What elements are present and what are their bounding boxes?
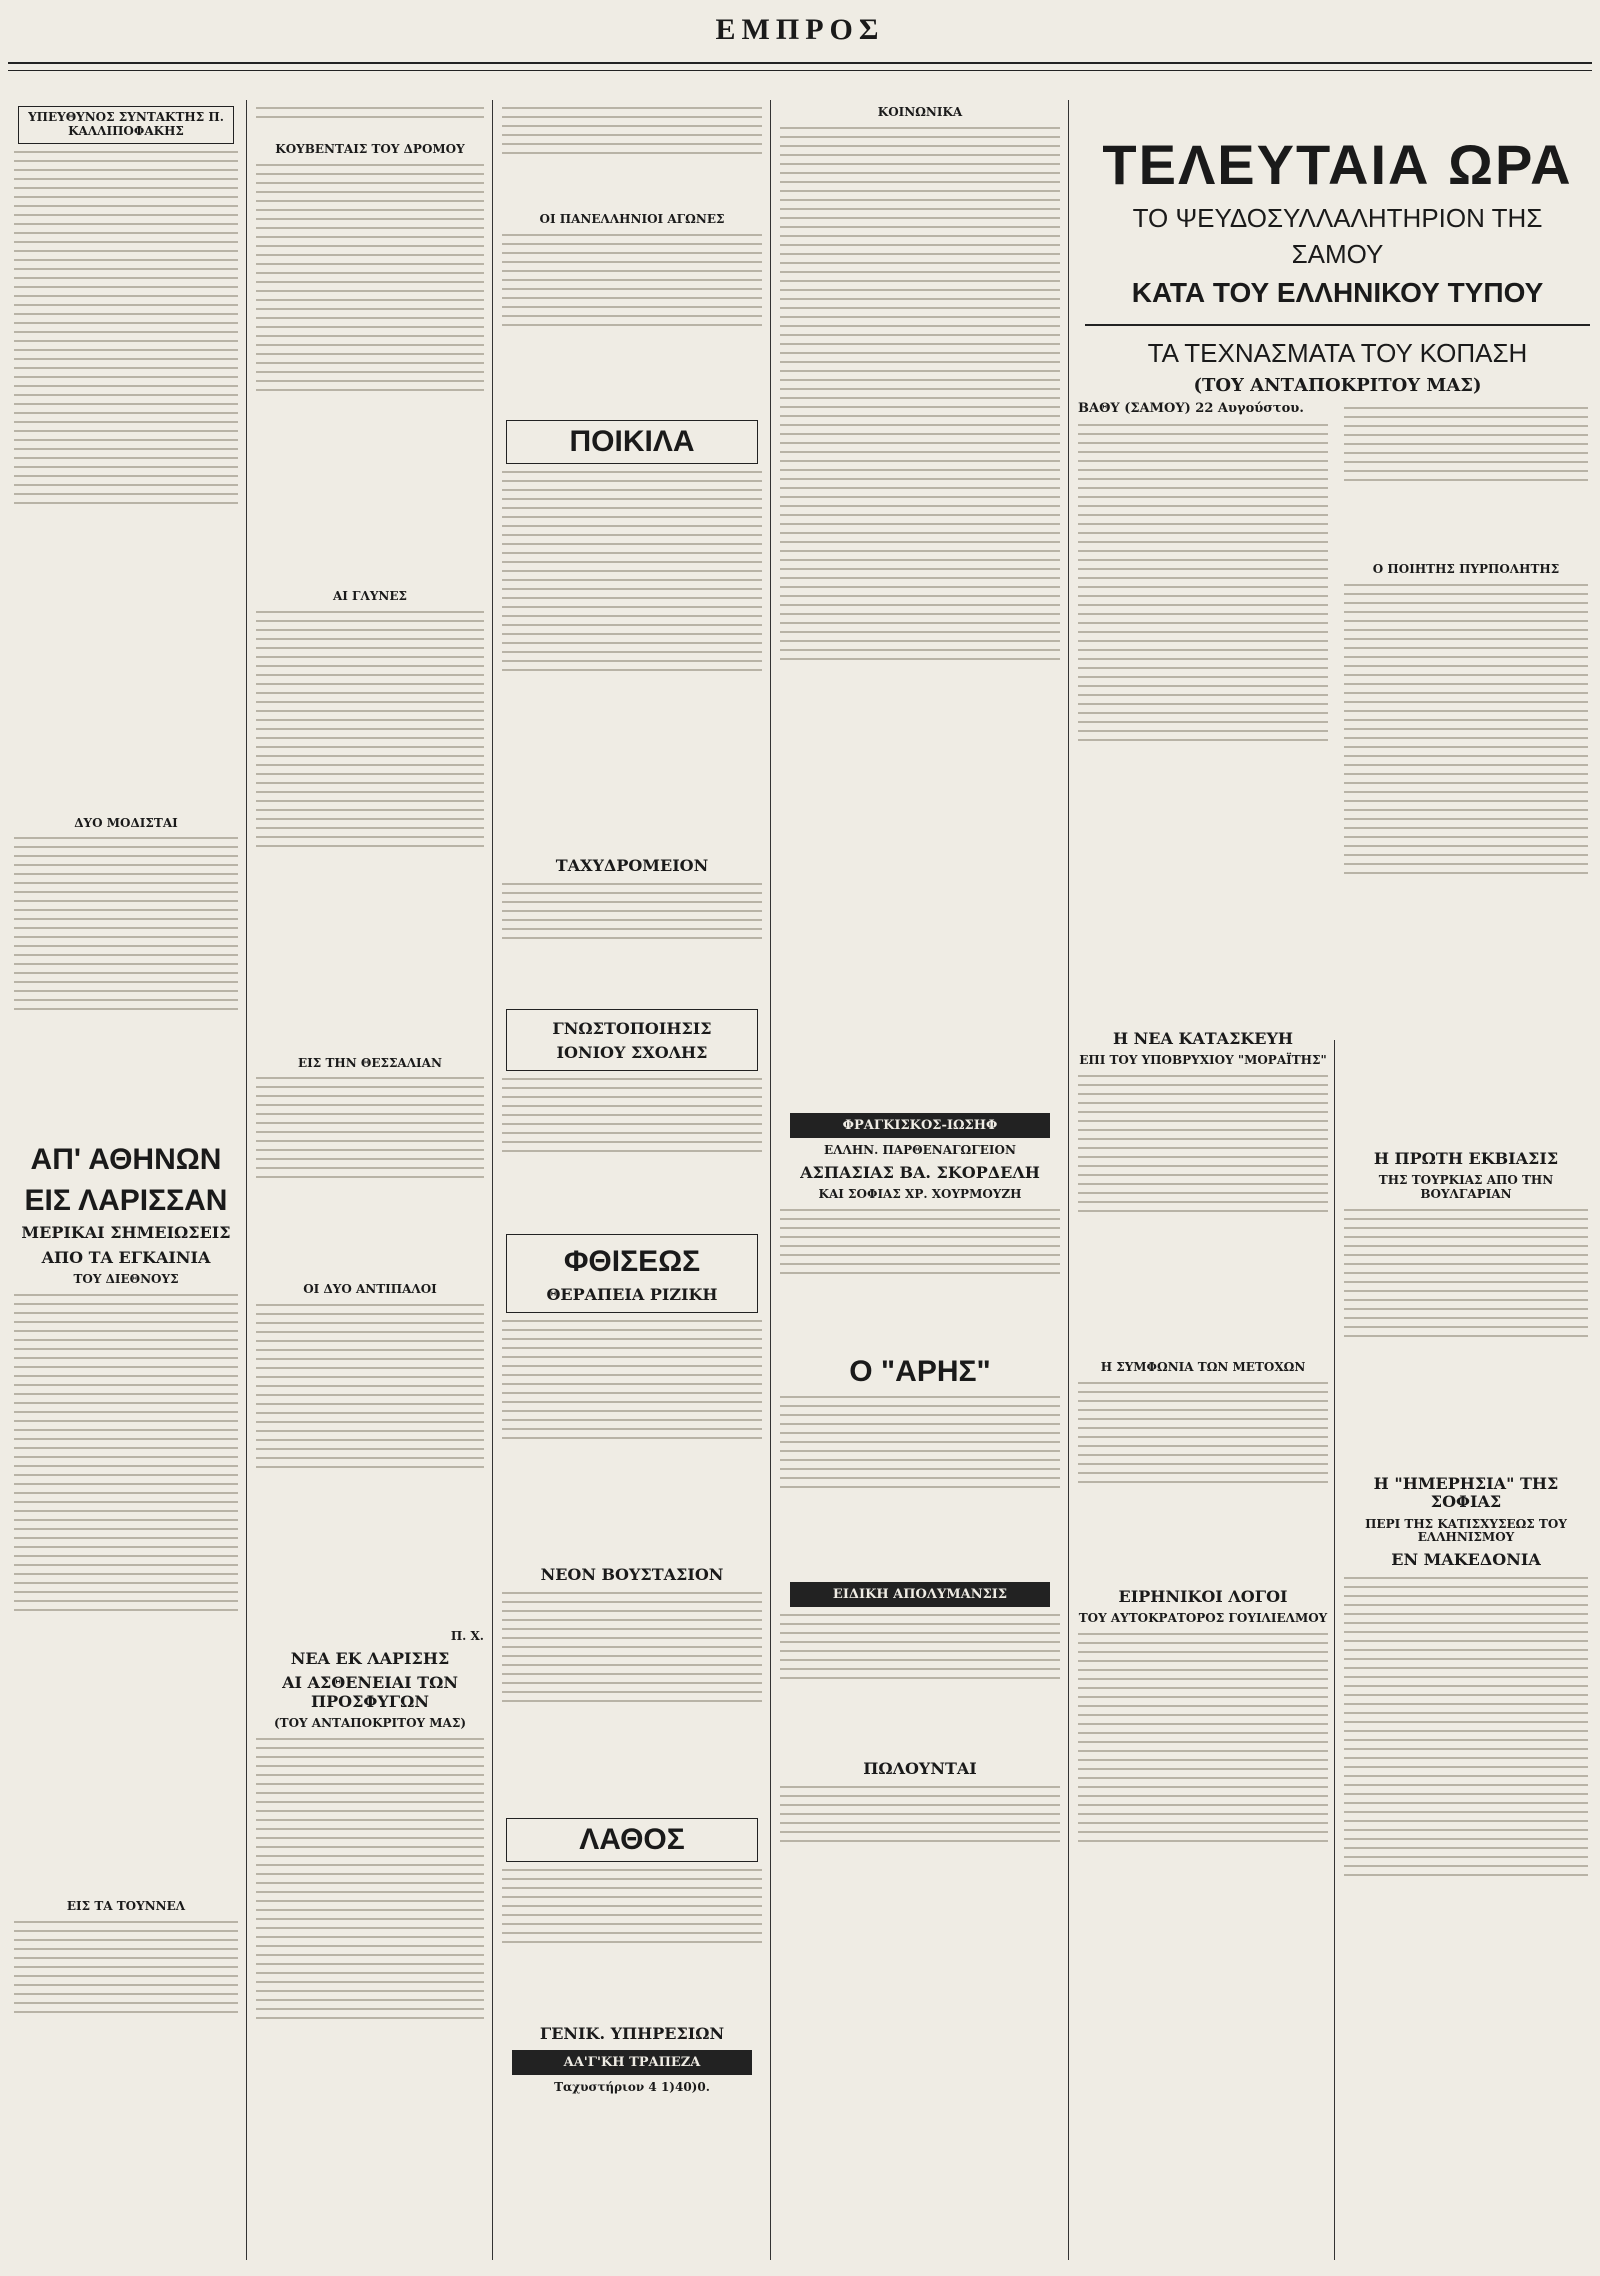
section-heading: Η ΝΕΑ ΚΑΤΑΣΚΕΥΗ <box>1112 1029 1294 1048</box>
article-text <box>1344 407 1588 557</box>
section-heading: ΤΑΧΥΔΡΟΜΕΙΟΝ <box>555 856 709 876</box>
section-heading: Η "ΗΜΕΡΗΣΙΑ" ΤΗΣ ΣΟΦΙΑΣ <box>1373 1473 1559 1512</box>
article-text <box>14 151 238 811</box>
section-heading: ΕΙΣ ΤΑ ΤΟΥΝΝΕΛ <box>66 1898 186 1913</box>
section-heading: ΝΕΑ ΕΚ ΛΑΡΙΣΗΣ <box>290 1648 450 1668</box>
article-text <box>780 1209 1060 1349</box>
section-subheading: ΤΗΣ ΤΟΥΡΚΙΑΣ ΑΠΟ ΤΗΝ ΒΟΥΛΓΑΡΙΑΝ <box>1378 1173 1554 1201</box>
article-text <box>502 107 762 207</box>
article-text <box>256 107 484 137</box>
byline: (ΤΟΥ ΑΝΤΑΠΟΚΡΙΤΟΥ ΜΑΣ) <box>1193 375 1482 396</box>
article-text <box>502 1320 762 1560</box>
masthead-rule <box>8 62 1592 64</box>
section-heading: ΘΕΡΑΠΕΙΑ ΡΙΖΙΚΗ <box>546 1284 718 1304</box>
section-heading: ΔΥΟ ΜΟΔΙΣΤΑΙ <box>74 815 178 830</box>
article-text <box>780 1786 1060 1906</box>
article-text <box>502 1078 762 1228</box>
byline: (ΤΟΥ ΑΝΤΑΠΟΚΡΙΤΟΥ ΜΑΣ) <box>273 1716 467 1731</box>
masthead <box>0 0 1600 86</box>
article-text <box>502 1869 762 2019</box>
section-heading: ΚΟΙΝΩΝΙΚΑ <box>877 105 963 119</box>
column-divider <box>246 100 247 2260</box>
section-subheading: ΤΟΥ ΑΥΤΟΚΡΑΤΟΡΟΣ ΓΟΥΙΛΙΕΛΜΟΥ <box>1078 1611 1328 1626</box>
section-heading: ΓΝΩΣΤΟΠΟΙΗΣΙΣ <box>552 1018 712 1038</box>
column-divider <box>770 100 771 2260</box>
section-heading: ΠΩΛΟΥΝΤΑΙ <box>863 1759 977 1779</box>
article-text <box>502 471 762 851</box>
headline: ΑΠ' ΑΘΗΝΩΝ <box>30 1143 222 1177</box>
article-text <box>256 164 484 584</box>
column-4 <box>774 100 1066 2260</box>
column-1 <box>8 100 244 2260</box>
article-text <box>256 1077 484 1277</box>
lead-subheadline: ΤΟ ΨΕΥΔΟΣΥΛΛΑΛΗΤΗΡΙΟΝ ΤΗΣ ΣΑΜΟΥ <box>1132 203 1543 269</box>
ad-banner: ΦΡΑΓΚΙΣΚΟΣ-ΙΩΣΗΦ <box>790 1113 1050 1138</box>
article-text <box>1344 584 1588 1144</box>
section-heading: ΛΑΘΟΣ <box>506 1818 758 1863</box>
subheadline: ΤΟΥ ΔΙΕΘΝΟΥΣ <box>73 1272 179 1287</box>
section-heading: ΕΛΛΗΝ. ΠΑΡΘΕΝΑΓΩΓΕΙΟΝ <box>824 1142 1016 1157</box>
subheadline: ΜΕΡΙΚΑΙ ΣΗΜΕΙΩΣΕΙΣ <box>21 1223 231 1243</box>
lead-subheadline: ΚΑΤΑ ΤΟΥ ΕΛΛΗΝΙΚΟΥ ΤΥΠΟΥ <box>1131 277 1544 308</box>
article-text <box>14 837 238 1137</box>
section-heading: ΑΣΠΑΣΙΑΣ ΒΑ. ΣΚΟΡΔΕΛΗ <box>800 1162 1040 1182</box>
section-heading: Η ΣΥΜΦΩΝΙΑ ΤΩΝ ΜΕΤΟΧΩΝ <box>1100 1360 1306 1375</box>
masthead-rule-thin <box>8 70 1592 71</box>
article-text <box>780 1396 1060 1576</box>
article-text <box>1344 1209 1588 1469</box>
lead-headline-block <box>1085 130 1590 400</box>
section-heading: ΠΟΙΚΙΛΑ <box>506 420 758 465</box>
section-heading: ΟΙ ΔΥΟ ΑΝΤΙΠΑΛΟΙ <box>303 1282 437 1297</box>
article-text <box>1078 1382 1328 1582</box>
article-text <box>502 234 762 414</box>
column-5b <box>1338 400 1594 2260</box>
section-subheading: ΠΕΡΙ ΤΗΣ ΚΑΤΙΣΧΥΣΕΩΣ ΤΟΥ ΕΛΛΗΝΙΣΜΟΥ <box>1365 1516 1567 1545</box>
dateline: ΒΑΘΥ (ΣΑΜΟΥ) 22 Αυγούστου. <box>1078 401 1304 416</box>
article-text <box>1078 424 1328 1024</box>
section-subheading: ΕΠΙ ΤΟΥ ΥΠΟΒΡΥΧΙΟΥ "ΜΟΡΑΪΤΗΣ" <box>1079 1053 1327 1068</box>
section-heading: ΚΑΙ ΣΟΦΙΑΣ ΧΡ. ΧΟΥΡΜΟΥΖΗ <box>818 1186 1022 1201</box>
ad-banner: ΑΑ'Γ'ΚΗ ΤΡΑΠΕΖΑ <box>512 2050 752 2075</box>
subheadline: ΑΠΟ ΤΑ ΕΓΚΑΙΝΙΑ <box>41 1247 211 1267</box>
article-text <box>1078 1633 1328 2033</box>
column-2 <box>250 100 490 2260</box>
signature: Π. Χ. <box>450 1629 484 1644</box>
article-text <box>502 1592 762 1812</box>
column-divider <box>492 100 493 2260</box>
article-text <box>256 1738 484 2260</box>
article-text <box>780 127 1060 1107</box>
column-3 <box>496 100 768 2260</box>
section-heading: Ο "ΑΡΗΣ" <box>849 1354 991 1388</box>
lead-subheadline: ΤΑ ΤΕΧΝΑΣΜΑΤΑ ΤΟΥ ΚΟΠΑΣΗ <box>1085 324 1590 372</box>
section-heading: ΙΟΝΙΟΥ ΣΧΟΛΗΣ <box>556 1043 708 1063</box>
column-divider <box>1334 1040 1335 2260</box>
article-text <box>502 883 762 1003</box>
article-text <box>14 1294 238 1894</box>
section-heading: ΑΙ ΓΛΥΝΕΣ <box>332 588 408 603</box>
article-text <box>14 1921 238 2121</box>
section-heading: ΚΟΥΒΕΝΤΑΙΣ ΤΟΥ ΔΡΟΜΟΥ <box>275 142 465 156</box>
article-text <box>1344 1577 1588 2157</box>
editor-line: ΥΠΕΥΘΥΝΟΣ ΣΥΝΤΑΚΤΗΣ Π. ΚΑΛΛΙΠΟΦΑΚΗΣ <box>18 106 234 144</box>
section-heading: ΕΙΣ ΤΗΝ ΘΕΣΣΑΛΙΑΝ <box>298 1055 442 1070</box>
section-heading: ΝΕΟΝ ΒΟΥΣΤΑΣΙΟΝ <box>540 1565 724 1585</box>
ad-subline: Ταχυστήριον 4 1)40)0. <box>554 2079 710 2094</box>
section-heading: ΕΙΡΗΝΙΚΟΙ ΛΟΓΟΙ <box>1118 1586 1288 1606</box>
section-heading: ΦΘΙΣΕΩΣ <box>563 1245 701 1279</box>
column-5a <box>1072 400 1334 2260</box>
section-heading: Ο ΠΟΙΗΤΗΣ ΠΥΡΠΟΛΗΤΗΣ <box>1372 562 1560 576</box>
article-text <box>256 1304 484 1624</box>
section-heading: ΑΙ ΑΣΘΕΝΕΙΑΙ ΤΩΝ ΠΡΟΣΦΥΓΩΝ <box>282 1673 458 1711</box>
lead-headline: ΤΕΛΕΥΤΑΙΑ ΩΡΑ <box>1102 133 1573 196</box>
column-divider <box>1068 100 1069 2260</box>
section-heading: ΟΙ ΠΑΝΕΛΛΗΝΙΟΙ ΑΓΩΝΕΣ <box>539 212 725 226</box>
ad-banner: ΕΙΔΙΚΗ ΑΠΟΛΥΜΑΝΣΙΣ <box>790 1582 1050 1607</box>
section-subheading: ΕΝ ΜΑΚΕΔΟΝΙΑ <box>1391 1550 1541 1570</box>
article-text <box>780 1614 1060 1754</box>
newspaper-title: ΕΜΠΡΟΣ <box>715 13 885 46</box>
article-text <box>1078 1075 1328 1355</box>
section-heading: Η ΠΡΩΤΗ ΕΚΒΙΑΣΙΣ <box>1373 1148 1559 1168</box>
headline: ΕΙΣ ΛΑΡΙΣΣΑΝ <box>24 1183 228 1217</box>
section-heading: ΓΕΝΙΚ. ΥΠΗΡΕΣΙΩΝ <box>539 2024 725 2044</box>
article-text <box>256 611 484 1051</box>
